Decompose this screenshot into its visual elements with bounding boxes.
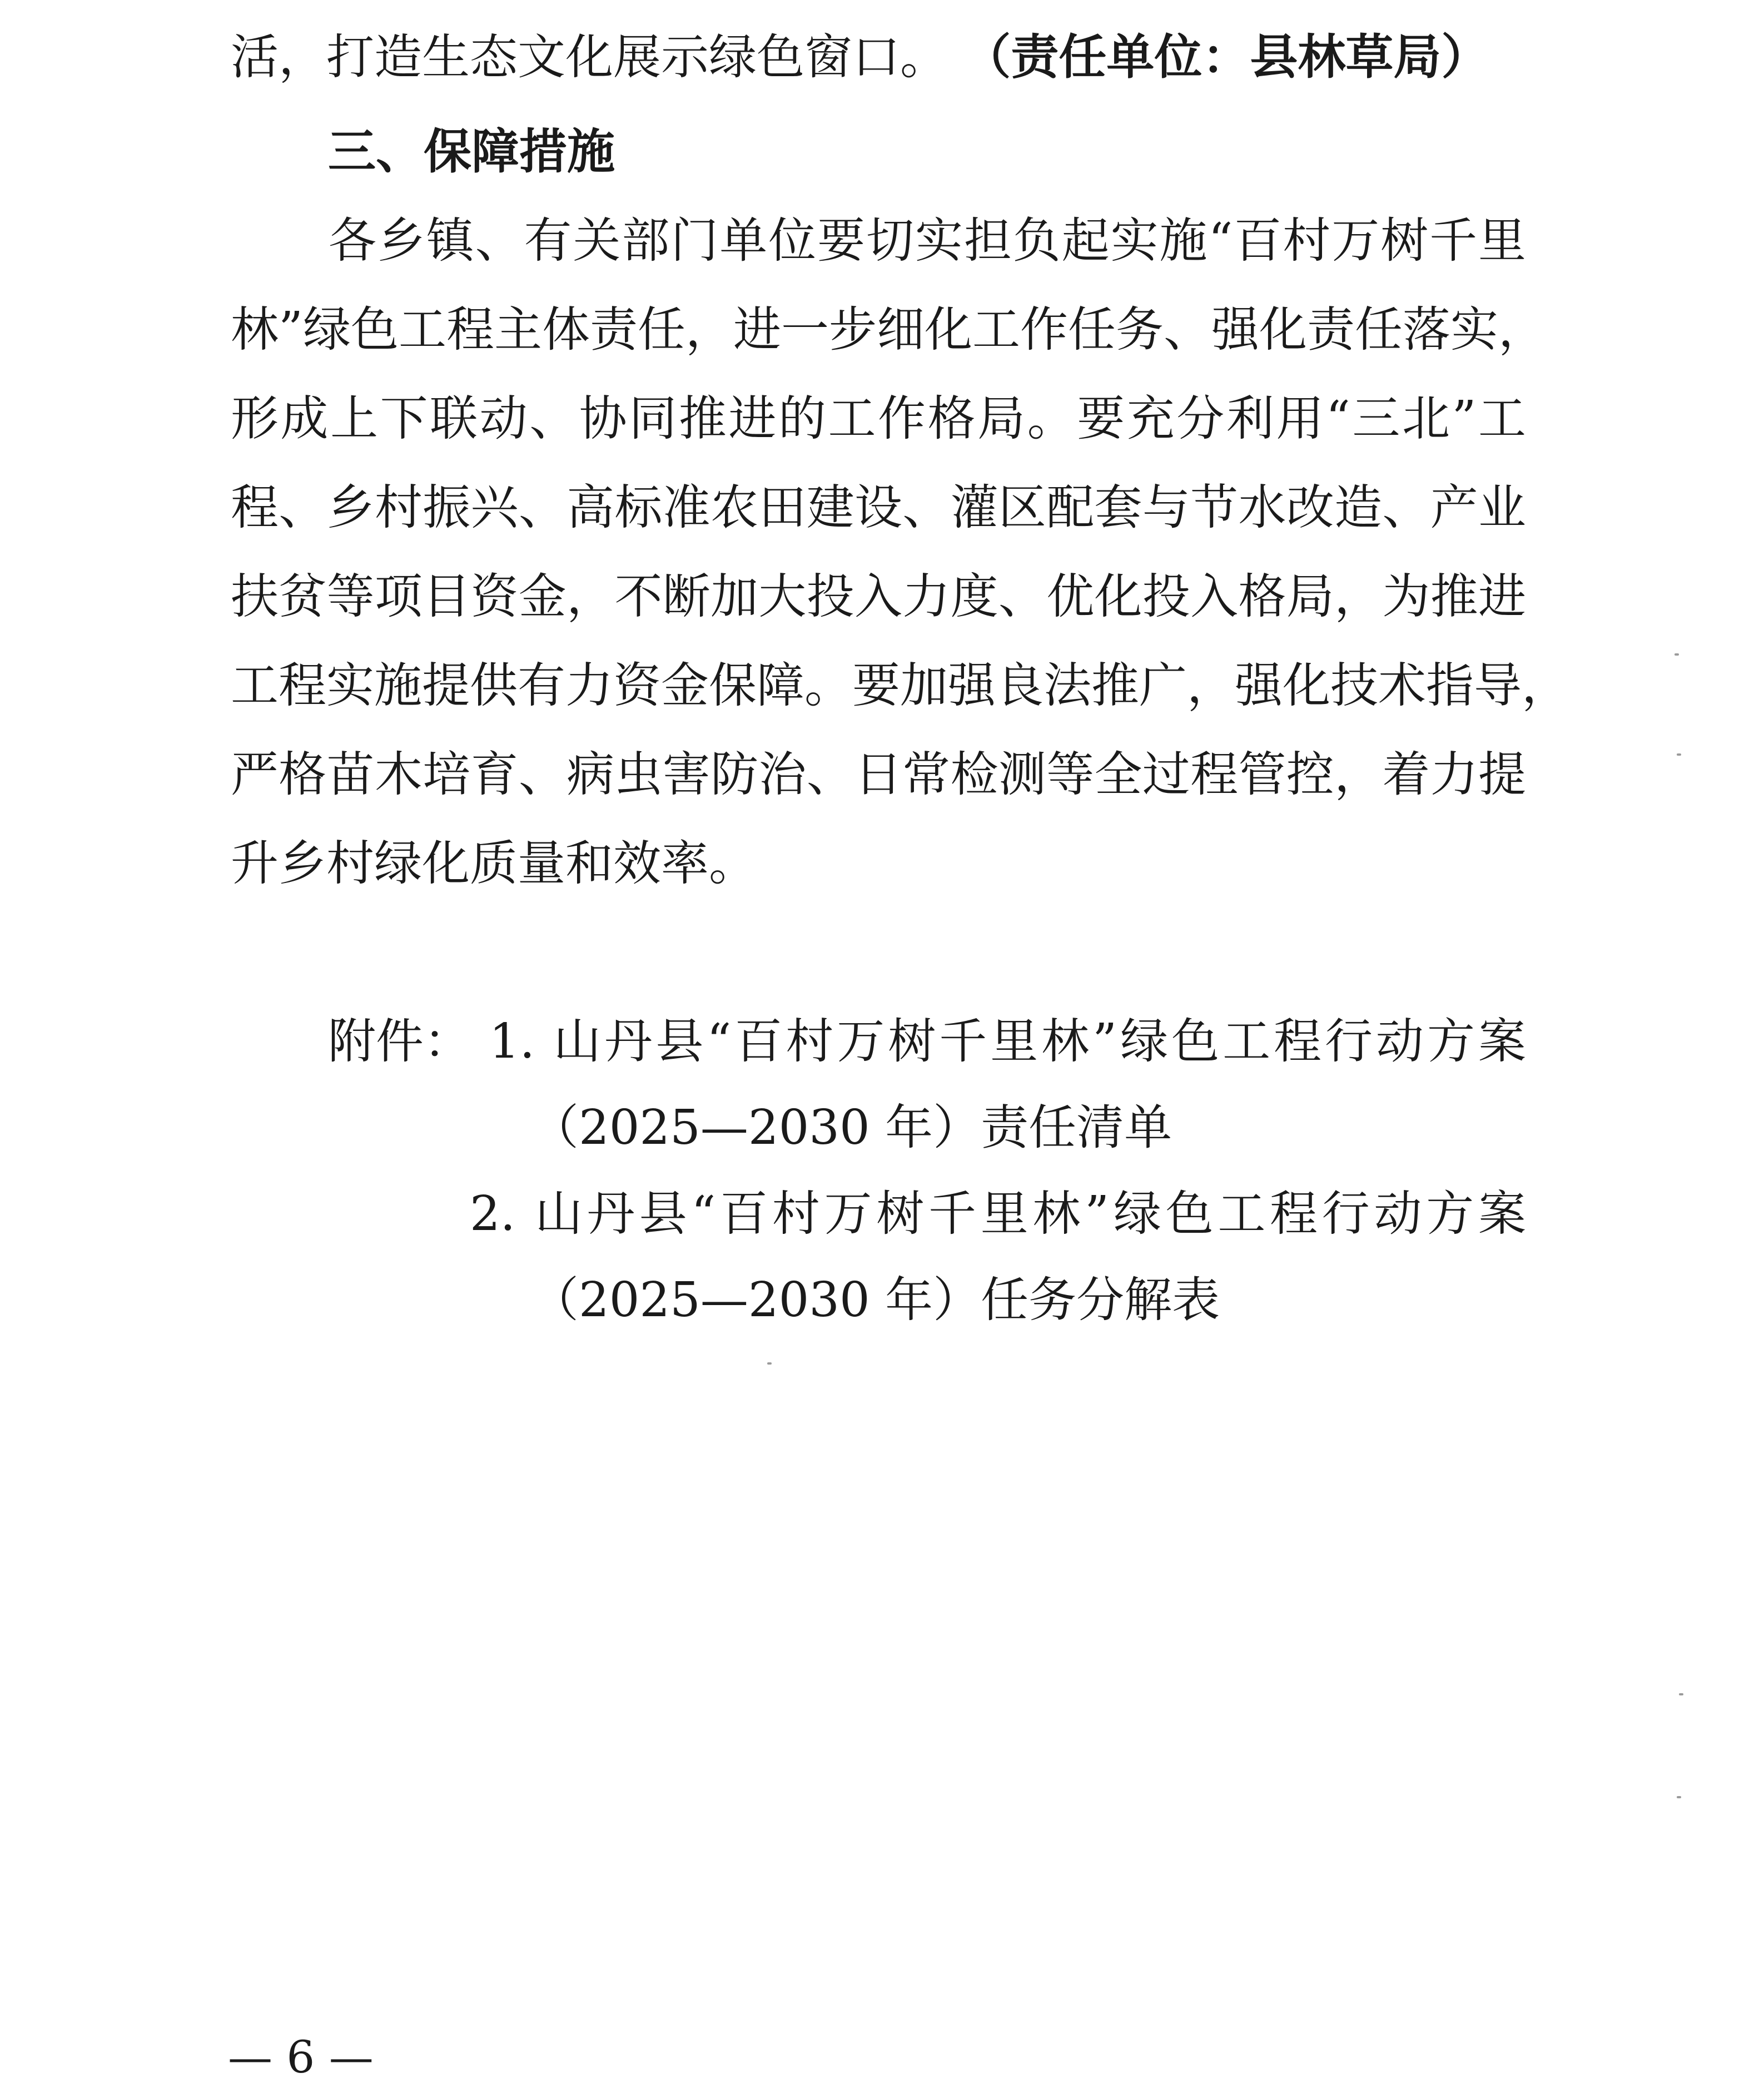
scan-speck	[1677, 753, 1681, 756]
paragraph-line-6: 工程实施提供有力资金保障。要加强良法推广，强化技术指导，	[231, 658, 1569, 713]
attachment-1-title: 1. 山丹县“百村万树千里林”绿色工程行动方案	[489, 1014, 1526, 1069]
paragraph-line-3: 形成上下联动、协同推进的工作格局。要充分利用“三北”工	[231, 391, 1526, 447]
paragraph-line-4: 程、乡村振兴、高标准农田建设、灌区配套与节水改造、产业	[231, 480, 1526, 535]
scan-speck	[767, 1362, 772, 1365]
paragraph-line-8: 升乡村绿化质量和效率。	[231, 836, 757, 891]
attachment-2-title: 2. 山丹县“百村万树千里林”绿色工程行动方案	[470, 1186, 1526, 1242]
attachment-1-subtitle: （2025—2030 年）责任清单	[531, 1100, 1172, 1155]
paragraph-line-7: 严格苗木培育、病虫害防治、日常检测等全过程管控，着力提	[231, 747, 1526, 802]
scan-speck	[1674, 653, 1679, 656]
attachments-label: 附件：	[328, 1014, 471, 1069]
paragraph-line-5: 扶贫等项目资金，不断加大投入力度、优化投入格局，为推进	[231, 569, 1526, 624]
attachment-2-subtitle: （2025—2030 年）任务分解表	[531, 1272, 1220, 1328]
paragraph-tail-line	[231, 29, 1489, 85]
responsible-unit: （责任单位：县林草局）	[963, 29, 1489, 85]
section-heading: 三、保障措施	[328, 123, 615, 180]
scan-speck	[1679, 1693, 1683, 1695]
paragraph-tail-text: 活，打造生态文化展示绿色窗口。	[231, 29, 948, 85]
page-number: — 6 —	[228, 2031, 374, 2083]
scan-speck	[1677, 1796, 1681, 1798]
paragraph-line-2: 林”绿色工程主体责任，进一步细化工作任务、强化责任落实，	[231, 302, 1546, 358]
paragraph-line-1: 各乡镇、有关部门单位要切实担负起实施“百村万树千里	[231, 213, 1526, 269]
